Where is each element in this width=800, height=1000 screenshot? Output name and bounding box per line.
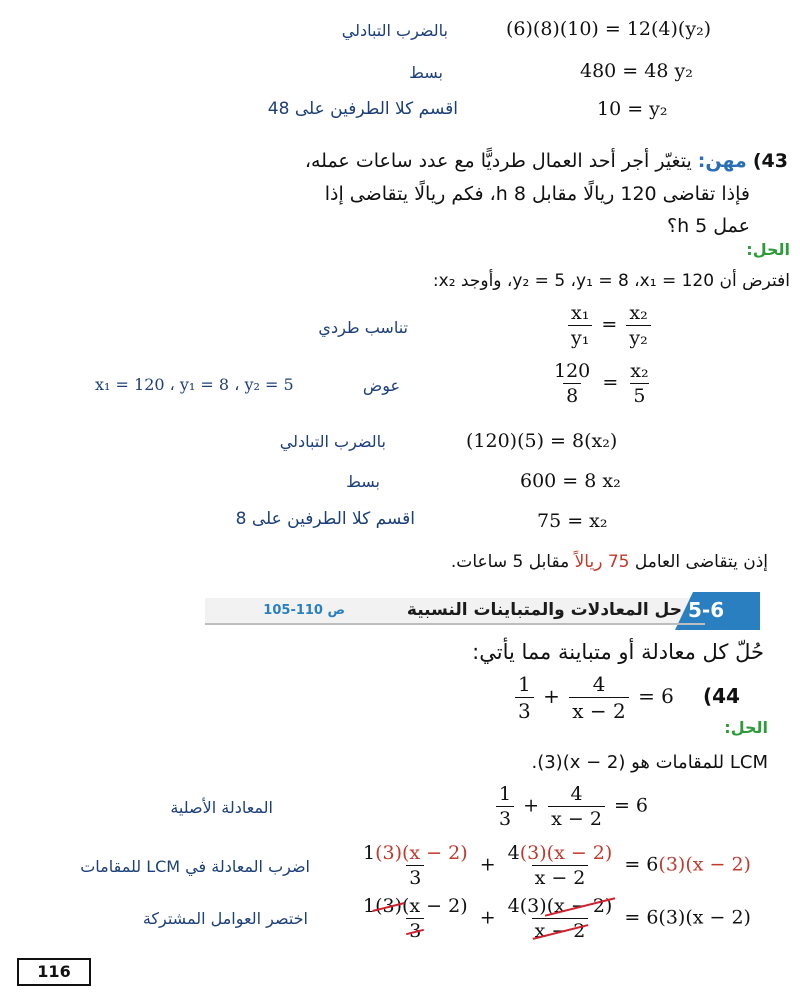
cancel-mark: (x − 2): [546, 895, 613, 917]
frac-den: [406, 918, 424, 942]
frac-den: 8: [563, 383, 581, 407]
q43-line2: فإذا تقاضى 120 ريالًا مقابل 8 h، فكم ريالًا يتقاضى إذا: [324, 183, 750, 205]
frac-den: x − 2: [548, 806, 605, 830]
frac-den: [532, 918, 589, 942]
cancel-mark: 3: [409, 920, 422, 942]
q43-conclusion: [451, 552, 768, 572]
frac-den: 3: [515, 697, 534, 723]
q43-proportion: $\frac{\text{x₁}}{\text{y₁}}$ = $\frac{\text{x₂}}{\text{y₂}}$: [565, 302, 654, 349]
q43-step1-math: (120)(5) = 8(x₂): [466, 430, 618, 452]
frac-num: 4: [592, 672, 606, 696]
q44-reduce: $\frac{1(3)(x - 2)}{3}$ + $\frac{4(3)(x - 2)}{x - 2}$ = 6(3)(x − 2): [357, 895, 751, 942]
frac-num: 4(3)(x − 2): [507, 895, 613, 917]
q43-sub-note: عوض: [362, 376, 400, 395]
q43-sub-values: x₁ = 120 ، y₁ = 8 ، y₂ = 5: [95, 375, 294, 394]
top-step-3-math: 10 = y₂: [597, 98, 668, 120]
top-step-2-note: بسط: [409, 63, 443, 82]
page-number: 116: [17, 958, 91, 986]
frac-den: y₁: [568, 325, 592, 349]
cancel-mark: x − 2: [534, 920, 586, 942]
instruction: حُلّ كل معادلة أو متباينة مما يأتي:: [472, 640, 764, 664]
frac-num: 4: [570, 783, 583, 805]
q43-step3-math: 75 = x₂: [537, 510, 608, 532]
frac-den: 5: [630, 383, 648, 407]
cancel-mark: (3): [375, 895, 403, 917]
q44-reduce-rhs: = 6(3)(x − 2): [624, 906, 751, 929]
q44-solution-label: الحل:: [724, 718, 768, 737]
q44-lcm-text: LCM للمقامات هو (x − 2)(3).: [531, 752, 768, 773]
q44-reduce-note: اختصر العوامل المشتركة: [142, 909, 308, 928]
q43-conclusion-post: مقابل 5 ساعات.: [450, 552, 570, 572]
q43-tag: مهن:: [697, 150, 747, 172]
top-step-1-note: بالضرب التبادلي: [341, 21, 448, 40]
frac-num: 120: [554, 360, 591, 382]
q44-equation: $\frac{1}{3}$ + $\frac{4}{x - 2}$ = 6: [512, 672, 674, 723]
q43-conclusion-highlight: 75 ريالاً: [574, 552, 630, 572]
q43-prop-note: تناسب طردي: [318, 318, 408, 337]
q43-substitution: $\frac{120}{8}$ = $\frac{\text{x₂}}{5}$: [548, 360, 655, 407]
q43-line1-text: يتغيّر أجر أحد العمال طرديًّا مع عدد ساعات عمله،: [304, 150, 692, 172]
frac-den: x − 2: [532, 865, 589, 889]
q44-multiply: $\frac{1(3)(x - 2)}{3}$ + $\frac{4(3)(x - 2)}{x - 2}$ = 6(3)(x − 2): [357, 842, 751, 889]
q43-step2-math: 600 = 8 x₂: [520, 470, 621, 492]
frac-num: x₂: [629, 302, 648, 324]
q43-line1: [305, 150, 788, 172]
q43-step2-note: بسط: [346, 472, 380, 491]
q43-number: 43): [752, 150, 788, 172]
frac-num: 4(3)(x − 2): [507, 842, 613, 864]
frac-den: 3: [406, 865, 424, 889]
top-step-2-math: 480 = 48 y₂: [580, 60, 693, 82]
frac-num: x₂: [630, 360, 649, 382]
frac-num: x₁: [571, 302, 590, 324]
q43-solution-label: الحل:: [746, 240, 790, 259]
frac-den: x − 2: [569, 697, 628, 723]
q44-mult-note: اضرب المعادلة في LCM للمقامات: [80, 857, 310, 876]
top-step-1-math: (6)(8)(10) = 12(4)(y₂): [506, 18, 712, 40]
q44-original: $\frac{1}{3}$ + $\frac{4}{x - 2}$ = 6: [493, 783, 648, 830]
frac-den: y₂: [626, 325, 650, 349]
section-title: حل المعادلات والمتباينات النسبية: [406, 600, 682, 620]
q44-rhs: = 6: [613, 794, 649, 817]
frac-num: 1: [518, 672, 531, 696]
q44-number: (44: [703, 684, 740, 708]
q43-assume: افترض أن y₂ = 5 ،y₁ = 8 ،x₁ = 120، وأوجد x₂:: [432, 271, 790, 291]
frac-num: 1: [499, 783, 512, 805]
top-step-3-note: اقسم كلا الطرفين على 48: [267, 99, 458, 119]
section-number: 5-6: [688, 598, 725, 622]
q43-line3: عمل 5 h؟: [666, 215, 750, 237]
q43-step1-note: بالضرب التبادلي: [279, 432, 386, 451]
q43-conclusion-pre: إذن يتقاضى العامل: [634, 552, 768, 572]
frac-den: 3: [496, 806, 514, 830]
frac-num: 1(3)(x − 2): [363, 895, 468, 917]
frac-num: 1(3)(x − 2): [363, 842, 468, 864]
q44-rhs: = 6: [638, 684, 674, 708]
q43-step3-note: اقسم كلا الطرفين على 8: [235, 509, 415, 529]
section-pages: ص 110-105: [263, 603, 345, 618]
q44-orig-note: المعادلة الأصلية: [170, 798, 273, 817]
